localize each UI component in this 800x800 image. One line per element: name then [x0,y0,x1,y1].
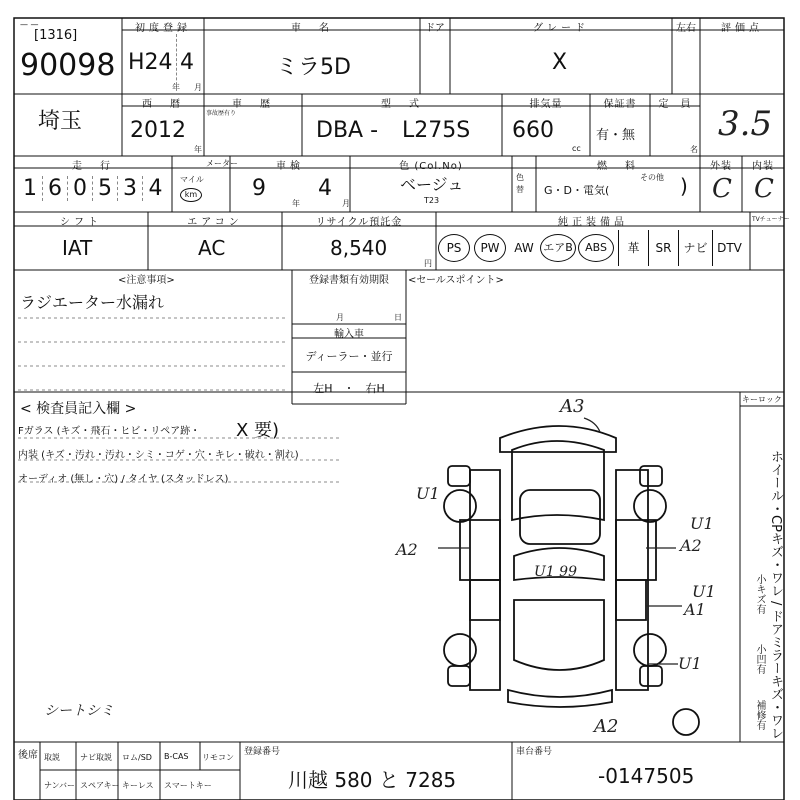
label-door: ドア [425,23,445,34]
label-document-expiry: 登録書類有効期限 [309,275,389,286]
displacement: 660 [512,118,554,143]
inspector-interior: 内装 (キズ・汚れ・汚れ・シミ・コゲ・穴・キレ・破れ・割れ) [18,450,299,461]
mark-right-front-2: A2 [680,536,702,555]
rating: 3.5 [718,104,773,144]
color: ベージュ [400,175,464,194]
chassis-number: -0147505 [598,764,695,788]
prefecture: 埼玉 [38,109,83,134]
footer-item-bcas: B-CAS [164,752,189,761]
inspector-glass: Fガラス (キズ・飛石・ヒビ・リペア跡・ [18,426,201,437]
lot-number-bracket: [1316] [34,28,78,43]
label-mileage: 走 行 [72,161,114,172]
mark-roof: U1 99 [534,564,577,580]
mark-front: A3 [560,396,585,417]
model: L275S [402,118,471,143]
footer-item-navi-manual: ナビ取説 [80,753,112,762]
label-keylock: キーロック [742,395,782,404]
label-meter: メーター [206,159,238,168]
doc-expiry-day: 日 [394,313,402,322]
label-rear-seat: 後席 [18,750,38,761]
label-import: 輸入車 [334,329,364,340]
unit-year-2: 年 [194,145,202,154]
label-displacement: 排気量 [529,99,563,110]
registration-number: 川越 580 と 7285 [288,768,457,792]
label-tv-tuner: TVチューナー [752,216,790,223]
label-vehicle-history: 車 歴 [232,99,274,110]
fuel-close: ) [680,174,688,198]
steering-side: 左H ・ 右H [313,382,385,395]
label-chassis-number: 車台番号 [516,747,553,757]
label-color-change: 色替 [516,173,524,194]
note-line-1: ラジエーター水漏れ [20,293,165,312]
mark-right-front: U1 [690,514,714,533]
unit-year: 年 [172,83,180,92]
label-interior: 内装 [752,161,774,172]
mark-left-front: U1 [416,484,440,503]
footer-item-keyless: キーレス [122,781,154,790]
label-inspector: < 検査員記入欄 > [20,401,137,417]
label-color: 色 (Col.No) [399,161,463,172]
label-aircon: エアコン [187,217,243,228]
unit-cc: cc [572,144,581,153]
equipment-navi: ナビ [678,230,712,266]
label-rating: 評価点 [721,23,763,34]
mileage-digit: 4 [148,176,163,201]
footer-item-number: ナンバー [44,781,76,790]
color-number: T23 [424,196,440,205]
label-capacity: 定 員 [658,99,692,110]
side-note-small-scratch: 小キズ有 [754,574,765,614]
mark-rear: A2 [594,716,619,737]
model-prefix: DBA - [316,118,379,143]
car-name: ミラ5D [276,55,351,80]
side-note-wheel-mirror: ホイール・CPキズ・ワレ / ドアミラーキズ・ワレ [768,450,783,740]
first-reg-month: 4 [180,50,194,75]
warranty: 有・無 [596,128,636,143]
doc-expiry-month: 月 [336,313,344,322]
footer-item-rom-sd: ロム/SD [122,753,152,762]
western-year: 2012 [130,118,186,143]
mark-right-mid: U1 [692,582,716,601]
equipment-pw: PW [474,234,506,262]
mileage-digit: 1 [18,176,43,201]
equipment-ps: PS [438,234,470,262]
footer-item-smart-key: スマートキー [164,781,212,790]
inspection-year: 9 [252,176,266,201]
equipment-sunroof: SR [648,230,678,266]
mileage-digit: 5 [93,176,118,201]
unit-month-3: 月 [342,199,350,208]
handwritten-seat-stain: シートシミ [44,703,114,719]
unit-year-3: 年 [292,199,300,208]
label-western-year: 西 暦 [142,99,184,110]
equipment-leather: 革 [618,230,648,266]
unit-yen: 円 [424,259,432,268]
interior-grade: C [754,174,774,204]
label-car-name: 車 名 [291,23,333,34]
equipment-aw: AW [514,241,534,255]
label-warranty: 保証書 [603,99,637,110]
mark-right-mid-2: A1 [684,600,706,619]
inspector-audio: オーディオ (無し・穴) / タイヤ (スタッドレス) [18,474,229,485]
label-sales-points: <セールスポイント> [408,275,504,286]
unit-mile: マイル [180,175,204,184]
unit-km: km [180,188,202,202]
label-registration-number: 登録番号 [244,747,281,757]
first-reg-era: H24 [128,50,173,75]
title-fragment: — — [20,20,39,29]
label-recycle: リサイクル預託金 [315,217,403,228]
label-steering: 左右 [676,23,696,34]
shift: IAT [62,236,93,260]
unit-month: 月 [194,83,202,92]
label-shift: シフト [60,217,102,228]
label-inspection: 車検 [276,161,304,172]
footer-item-spare-key: スペアキー [80,781,120,790]
label-equipment: 純正装備品 [558,217,628,228]
mileage-digit: 0 [68,176,93,201]
side-note-small-dent: 小凹有 [754,644,765,674]
fuel-other: その他 [640,173,664,182]
dealer-parallel: ディーラー・並行 [305,350,393,363]
equipment-dtv: DTV [712,230,746,266]
inspector-glass-x: X 要) [236,420,280,441]
label-fuel: 燃 料 [597,161,639,172]
grade: X [552,50,568,75]
vehicle-history-note: 事故歴有り [206,110,237,117]
equipment-abs: ABS [578,234,614,262]
lot-number: 90098 [20,48,116,83]
label-notes: <注意事項> [118,275,175,286]
recycle-fee: 8,540 [330,236,388,260]
footer-item-remote: リモコン [202,753,234,762]
label-grade: グレード [533,23,589,34]
exterior-grade: C [712,174,732,204]
side-note-repaired: 補修有 [754,700,765,730]
inspection-month: 4 [318,176,332,201]
label-exterior: 外装 [710,161,732,172]
label-first-registration: 初度登録 [135,23,191,34]
mileage-digit: 6 [43,176,68,201]
mileage-digit: 3 [118,176,143,201]
mark-left-side: A2 [396,540,418,559]
mark-right-rear: U1 [678,654,702,673]
aircon: AC [198,236,226,260]
equipment-list [438,230,784,266]
equipment-airbag: エアB [540,234,576,262]
car-diagram [444,426,699,735]
footer-item-manual: 取説 [44,753,60,762]
fuel: G・D・電気( [544,184,610,197]
label-model: 型 式 [381,99,423,110]
mileage-digits [18,176,168,201]
unit-person: 名 [690,145,698,154]
